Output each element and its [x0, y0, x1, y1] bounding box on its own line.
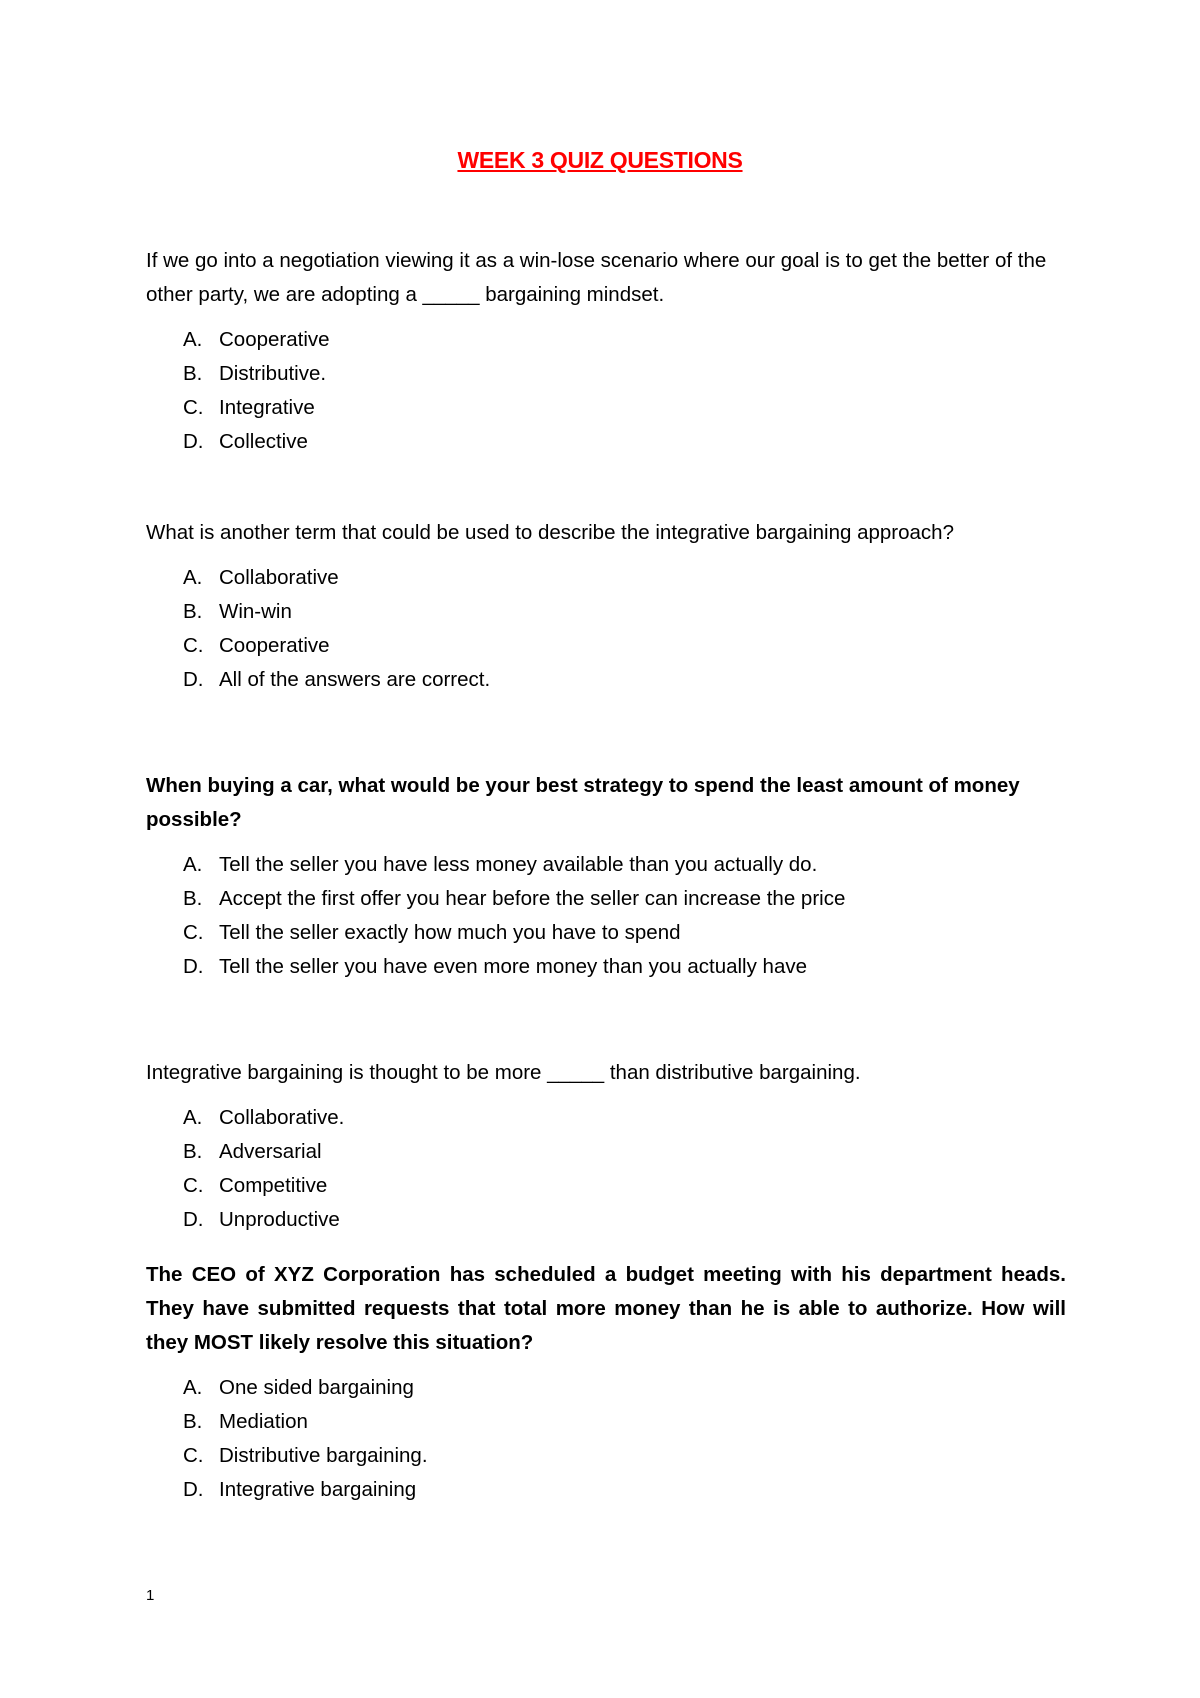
answer-option: B. Adversarial: [183, 1140, 322, 1163]
answer-option: C. Integrative: [183, 396, 315, 419]
question-3: [146, 769, 1066, 984]
answer-option: A. Tell the seller you have less money available than you actually do.: [183, 853, 818, 876]
question-stem: What is another term that could be used to describe the integrative bargaining approach?: [146, 521, 954, 544]
question-4: [146, 1056, 1066, 1237]
question-stem: The CEO of XYZ Corporation has scheduled a budget meeting with his department heads. They have submitted requests that total more money than he is able to authorize. How will they MOST likely resolve this situation?: [146, 1263, 1066, 1354]
answer-options: [146, 848, 1066, 984]
answer-options: [146, 323, 1066, 459]
answer-option: D. Unproductive: [183, 1208, 340, 1231]
question-stem: When buying a car, what would be your best strategy to spend the least amount of money possible?: [146, 774, 1020, 831]
answer-option: A. Collaborative: [183, 566, 339, 589]
answer-option: D. Tell the seller you have even more money than you actually have: [183, 955, 808, 978]
answer-options: [146, 1371, 1066, 1507]
question-stem: Integrative bargaining is thought to be more _____ than distributive bargaining.: [146, 1061, 861, 1084]
page-title: WEEK 3 QUIZ QUESTIONS: [457, 147, 743, 173]
answer-option: B. Accept the first offer you hear before the seller can increase the price: [183, 887, 846, 910]
answer-option: C. Competitive: [183, 1174, 328, 1197]
answer-options: [146, 561, 1066, 697]
answer-option: A. One sided bargaining: [183, 1376, 414, 1399]
answer-option: D. All of the answers are correct.: [183, 668, 491, 691]
answer-option: A. Cooperative: [183, 328, 330, 351]
answer-option: D. Collective: [183, 430, 308, 453]
question-2: [146, 516, 1066, 697]
answer-option: C. Cooperative: [183, 634, 330, 657]
question-5: [146, 1258, 1066, 1507]
answer-option: B. Win-win: [183, 600, 292, 623]
answer-option: C. Tell the seller exactly how much you have to spend: [183, 921, 681, 944]
answer-options: [146, 1101, 1066, 1237]
answer-option: B. Distributive.: [183, 362, 327, 385]
answer-option: A. Collaborative.: [183, 1106, 345, 1129]
answer-option: B. Mediation: [183, 1410, 308, 1433]
answer-option: C. Distributive bargaining.: [183, 1444, 428, 1467]
question-1: [146, 244, 1066, 459]
question-stem: If we go into a negotiation viewing it as a win-lose scenario where our goal is to get the better of the other party, we are adopting a _____ bargaining mindset.: [146, 249, 1047, 306]
answer-option: D. Integrative bargaining: [183, 1478, 417, 1501]
page-number: 1: [146, 1587, 155, 1604]
